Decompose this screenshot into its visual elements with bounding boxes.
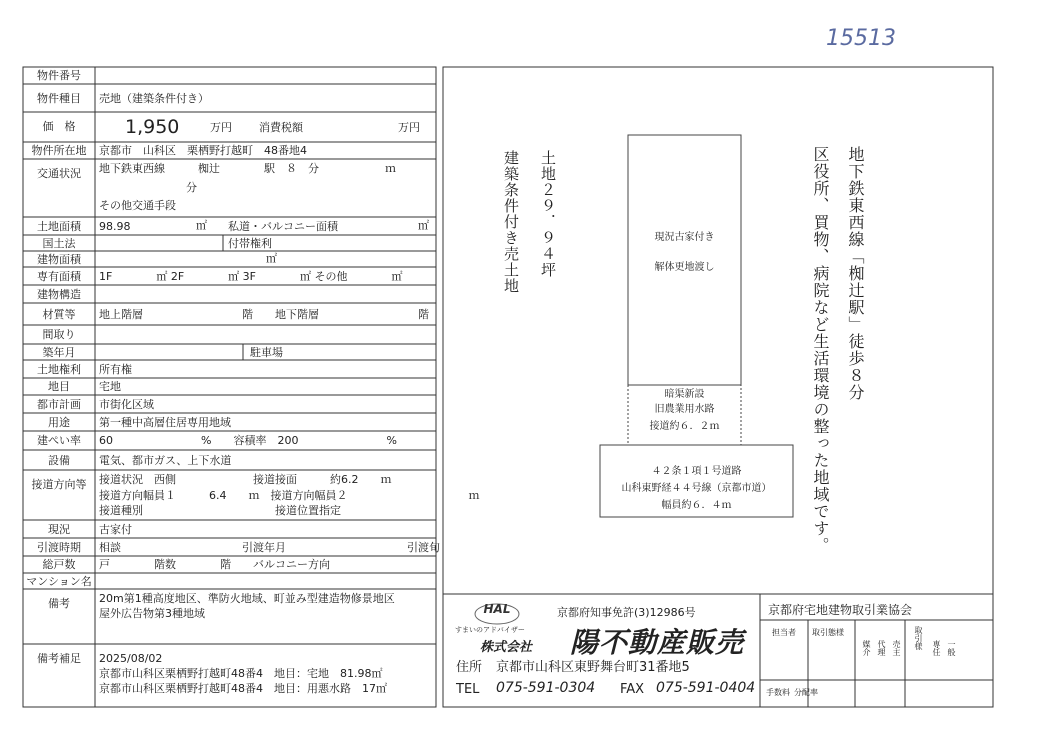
row-label: 材質等 bbox=[42, 307, 76, 321]
license-number: 京都府知事免許(3)12986号 bbox=[557, 606, 696, 619]
box-brokerage: 媒介 bbox=[862, 640, 871, 656]
box-type: 取引様 bbox=[914, 626, 923, 650]
row-label: 物件種目 bbox=[37, 91, 81, 105]
row-value: 1,950 bbox=[125, 116, 180, 138]
row-label: 備考補足 bbox=[37, 651, 81, 665]
row-value: 駐車場 bbox=[250, 346, 283, 359]
condition-text: 建築条件付き売土地 bbox=[502, 150, 520, 294]
row-label: 現況 bbox=[48, 522, 70, 536]
row-value: 戸 階数 階 バルコニー方向 bbox=[99, 558, 330, 571]
row-label: 備考 bbox=[48, 596, 70, 610]
row-label: マンション名 bbox=[26, 575, 92, 588]
row-value: ㎡ bbox=[196, 219, 207, 232]
row-label: 建物面積 bbox=[37, 253, 81, 266]
row-value: 相談 引渡年月 引渡旬 bbox=[99, 540, 440, 554]
row-value: 市街化区域 bbox=[99, 397, 154, 411]
canal-text-3: 接道約６．２ｍ bbox=[649, 421, 720, 432]
row-label: 土地面積 bbox=[37, 219, 81, 233]
row-value: 宅地 bbox=[99, 380, 121, 393]
box-mode: 取引態様 bbox=[812, 628, 844, 637]
row-label: 用途 bbox=[48, 415, 70, 429]
box-staff: 担当者 bbox=[772, 628, 796, 637]
row-value: その他交通手段 bbox=[99, 199, 176, 212]
row-value: 分 bbox=[186, 181, 197, 194]
row-value: 京都市 山科区 栗栖野打越町 48番地4 bbox=[99, 144, 307, 157]
address: 京都市山科区東野舞台町31番地5 bbox=[496, 660, 690, 675]
handwritten-note: 15513 bbox=[826, 26, 896, 51]
company-prefix: 株式会社 bbox=[480, 640, 533, 655]
row-label: 接道方向等 bbox=[31, 477, 87, 491]
row-value: 1F ㎡ 2F ㎡ 3F ㎡ その他 ㎡ bbox=[99, 269, 403, 283]
row-label: 建ぺい率 bbox=[37, 434, 81, 447]
box-exclusive: 専任 bbox=[932, 640, 941, 656]
company-name: 陽不動産販売 bbox=[570, 626, 745, 659]
row-label: 建物構造 bbox=[37, 287, 81, 301]
row-value: 20m第1種高度地区、準防火地域、町並み型建造物修景地区 bbox=[99, 592, 395, 605]
box-general: 一般 bbox=[947, 640, 956, 656]
association-name: 京都府宅地建物取引業協会 bbox=[768, 603, 913, 617]
row-value: 所有権 bbox=[99, 362, 132, 376]
row-label: 都市計画 bbox=[37, 397, 81, 411]
station-text: 地下鉄東西線「椥辻駅」徒歩８分 bbox=[846, 146, 865, 401]
road-text-1: ４２条１項１号道路 bbox=[651, 466, 742, 477]
row-label: 引渡時期 bbox=[37, 540, 81, 554]
row-value: ㎡ bbox=[266, 252, 277, 265]
row-label: 交通状況 bbox=[37, 166, 81, 180]
row-value: 地上階層 階 地下階層 階 bbox=[99, 307, 429, 321]
lot-text-2: 解体更地渡し bbox=[654, 262, 715, 273]
road-text-3: 幅員約６．４ｍ bbox=[661, 500, 732, 511]
box-agent: 代理 bbox=[877, 640, 886, 656]
row-label: 間取り bbox=[42, 328, 76, 341]
row-label: 物件所在地 bbox=[31, 144, 87, 157]
tel-label: TEL bbox=[456, 682, 480, 697]
row-value: 接道状況 西側 接道接面 約6.2 ｍ bbox=[99, 473, 392, 486]
row-value: 付帯権利 bbox=[228, 237, 272, 250]
area-text: 区役所、買物、病院など生活環境の整った地域です。 bbox=[811, 146, 830, 554]
row-value: 電気、都市ガス、上下水道 bbox=[99, 453, 232, 467]
row-value: 古家付 bbox=[99, 522, 132, 536]
row-value: 第一種中高層住居専用地域 bbox=[99, 415, 231, 429]
hal-logo: HAL bbox=[483, 602, 511, 616]
box-fee: 手数料 bbox=[766, 688, 790, 697]
row-value: 屋外広告物第3種地域 bbox=[99, 607, 205, 620]
row-label: 築年月 bbox=[42, 346, 76, 359]
row-label: 物件番号 bbox=[37, 69, 81, 82]
row-value: 万円 bbox=[398, 121, 420, 134]
box-seller: 売主 bbox=[892, 640, 901, 656]
canal-text-1: 暗渠新設 bbox=[664, 389, 705, 400]
row-value: 私道・バルコニー面積 bbox=[228, 220, 338, 233]
row-value: 京都市山科区栗栖野打越町48番4 地目：宅地 81.98㎡ bbox=[99, 667, 383, 680]
logo-subtitle: すまいのアドバイザー bbox=[455, 626, 525, 634]
row-label: 総戸数 bbox=[42, 558, 76, 571]
row-label: 価 格 bbox=[42, 119, 76, 133]
fax-number: 075-591-0404 bbox=[656, 680, 756, 696]
row-label: 設備 bbox=[48, 453, 70, 467]
road-text-2: 山科東野経４４号線（京都市道） bbox=[621, 483, 772, 494]
row-value: 60 % 容積率 200 % bbox=[99, 434, 397, 447]
row-label: 国土法 bbox=[42, 237, 76, 250]
row-value: 接道方向幅員１ 6.4 ｍ 接道方向幅員２ ｍ bbox=[99, 489, 480, 502]
row-value: 京都市山科区栗栖野打越町48番4 地目：用悪水路 17㎡ bbox=[99, 682, 387, 695]
address-label: 住所 bbox=[456, 660, 483, 675]
lot-text-1: 現況古家付き bbox=[654, 232, 715, 243]
row-value: 消費税額 bbox=[259, 121, 303, 134]
row-value: 地下鉄東西線 椥辻 駅 ８ 分 ｍ bbox=[99, 162, 396, 175]
tel-number: 075-591-0304 bbox=[496, 680, 596, 696]
canal-text-2: 旧農業用水路 bbox=[654, 404, 715, 415]
fax-label: FAX bbox=[620, 682, 645, 697]
row-value: 2025/08/02 bbox=[99, 652, 163, 665]
row-value: ㎡ bbox=[418, 219, 429, 232]
row-value: 接道種別 接道位置指定 bbox=[99, 504, 341, 517]
row-label: 地目 bbox=[48, 380, 70, 393]
row-value: 98.98 bbox=[99, 220, 131, 233]
row-value: 売地（建築条件付き） bbox=[99, 91, 209, 105]
land-size: 土地２９．９４坪 bbox=[539, 150, 557, 278]
box-share: 分配率 bbox=[794, 688, 818, 697]
row-label: 専有面積 bbox=[37, 269, 81, 283]
row-value: 万円 bbox=[210, 121, 232, 134]
row-label: 土地権利 bbox=[37, 362, 81, 376]
